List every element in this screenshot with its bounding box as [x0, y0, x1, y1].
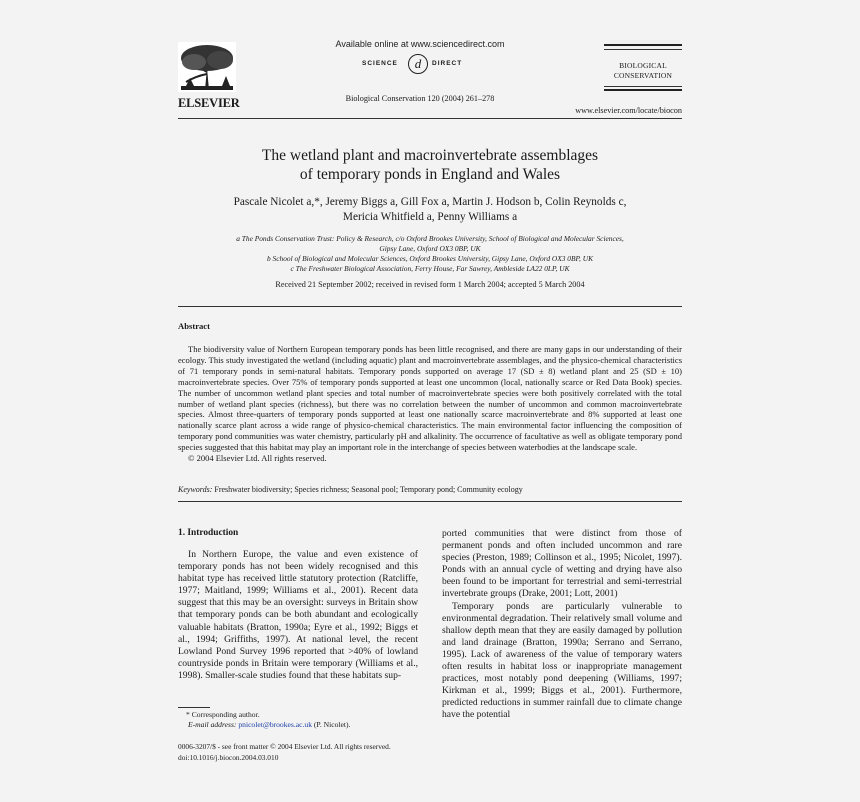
sciencedirect-left: SCIENCE	[362, 60, 398, 67]
publisher-name: ELSEVIER	[178, 96, 240, 110]
keywords-list: Freshwater biodiversity; Species richness; Seasonal pool; Temporary pond; Community ecology	[214, 485, 523, 494]
abstract-rule-bottom	[178, 501, 682, 502]
intro-paragraph-1: In Northern Europe, the value and even existence of temporary ponds has not been widely recognised and this habitat type has received little statutory protection (Ratcliffe, 1977; Maitland, 1999; Williams et al., 2001). Recent data suggest that this may be an oversight: surveys in Britain show that temporary ponds can be both abundant and ecologically valuable habitats (Bratton, 1990a; Eyre et al., 1992; Biggs et al., 1994; Griffiths, 1997). At national level, the recent Lowland Pond Survey 1996 reported that >40% of lowland countryside ponds in Britain were temporary (Williams et al., 1998). Smaller-scale studies found that these habitats sup-	[178, 549, 418, 681]
intro-paragraph-3: Temporary ponds are particularly vulnerable to environmental degradation. Their relatively small volume and shallow depth mean that they are easily damaged by pollution and land drainage (Bratton, 1990a; Serrano and Serrano, 1995). Lack of awareness of the value of temporary waters often results in habitat loss or inappropriate management practices, most notably pond deepening (Williams, 1997; Kirkman et al., 1999; Biggs et al., 2001). Furthermore, predicted reductions in summer rainfall due to climate change have the potential	[442, 600, 682, 721]
article-title	[178, 146, 682, 184]
abstract-heading: Abstract	[178, 321, 210, 331]
journal-name	[600, 61, 686, 81]
doi-line[interactable]: doi:10.1016/j.biocon.2004.03.010	[178, 752, 279, 762]
authors-line2: Mericia Whitfield a, Penny Williams a	[342, 210, 518, 223]
available-online: Available online at www.sciencedirect.com	[335, 39, 505, 49]
elsevier-tree-icon	[178, 42, 236, 92]
front-matter-line: 0006-3207/$ - see front matter © 2004 Elsevier Ltd. All rights reserved.	[178, 742, 391, 751]
email-label: E-mail address:	[188, 720, 237, 729]
email-line	[178, 720, 438, 730]
front-matter	[178, 742, 478, 763]
column-left	[178, 549, 418, 682]
abstract-body	[178, 344, 682, 464]
section-heading: 1. Introduction	[178, 528, 239, 538]
header-rule	[178, 118, 682, 119]
article-title-line2: of temporary ponds in England and Wales	[299, 166, 561, 183]
keywords	[178, 485, 682, 494]
affiliations	[178, 234, 682, 274]
affiliation-b: b School of Biological and Molecular Sciences, Oxford Brookes University, Gipsy Lane, Oxford OX3 0BP, UK	[266, 254, 594, 263]
authors-line1: Pascale Nicolet a,*, Jeremy Biggs a, Gill Fox a, Martin J. Hodson b, Colin Reynolds c,	[233, 196, 627, 208]
intro-paragraph-2: ported communities that were distinct from those of permanent ponds and often included uncommon and rare species (Preston, 1989; Collinson et al., 1995; Nicolet, 1997). Ponds with an annual cycle of wetting and drying have also been found to be important for terrestrial and semi-terrestrial invertebrate groups (Drake, 2001; Lott, 2001)	[442, 528, 682, 600]
corresponding-author: * Corresponding author.	[186, 710, 260, 719]
journal-rule-mid	[604, 49, 682, 50]
email-suffix: (P. Nicolet).	[313, 720, 351, 729]
authors	[178, 195, 682, 224]
sciencedirect-right: DIRECT	[432, 60, 463, 67]
abstract-copyright: © 2004 Elsevier Ltd. All rights reserved.	[188, 453, 327, 464]
journal-name-line1: BIOLOGICAL	[619, 61, 667, 70]
article-title-line1: The wetland plant and macroinvertebrate assemblages	[261, 147, 599, 164]
abstract-text: The biodiversity value of Northern European temporary ponds has been little recognised, and there are many gaps in our understanding of their ecology. This study investigated the wetland (including aquatic) plant and macroinvertebrate assemblages, and the physico-chemical characteristics of 71 temporary ponds in semi-natural habitats. Temporary ponds supported on average 17 (SD ± 8) wetland plant and 25 (SD ± 10) macroinvertebrate species. Over 75% of temporary ponds supported at least one uncommon (local, nationally scarce or Red Data Book) species. The number of uncommon wetland plant species and total number of macroinvertebrate species were both positively correlated with the total number of wetland plant species (richness), but there was no correlation between the number of uncommon and common macroinvertebrate species. Almost three-quarters of temporary ponds supported at least one nationally scarce macroinvertebrate and 8% supported at least one nationally scarce plant across a wide range of physico-chemical characteristics. The main environmental factor influencing the composition of temporary pond communities was water chemistry, particularly pH and alkalinity. The occurrence of facultative as well as obligate temporary pond species suggested that this habitat may play an important role in the interchange of species between waterbodies at the landscape scale.	[178, 344, 682, 453]
journal-rule-bottom	[604, 86, 682, 87]
affiliation-c: c The Freshwater Biological Association, Ferry House, Far Sawrey, Ambleside LA22 0LP, UK	[290, 264, 570, 273]
journal-rule-top	[604, 44, 682, 46]
keywords-label: Keywords:	[178, 485, 213, 494]
column-right	[442, 528, 682, 722]
elsevier-logo	[178, 42, 240, 110]
journal-url[interactable]: www.elsevier.com/locate/biocon	[575, 106, 682, 115]
affiliation-a: a The Ponds Conservation Trust: Policy & Research, c/o Oxford Brookes University, School of Biological and Molecular Sciences,	[236, 234, 624, 243]
email-link[interactable]: pnicolet@brookes.ac.uk	[238, 720, 312, 729]
footnote-rule	[178, 707, 210, 708]
sciencedirect-logo	[362, 54, 482, 76]
sciencedirect-at-icon: d	[408, 54, 428, 74]
footnotes	[178, 710, 438, 730]
journal-citation: Biological Conservation 120 (2004) 261–278	[345, 94, 495, 103]
affiliation-a-cont: Gipsy Lane, Oxford OX3 0BP, UK	[379, 244, 481, 253]
received-dates: Received 21 September 2002; received in revised form 1 March 2004; accepted 5 March 2004	[275, 280, 585, 289]
journal-rule-bottom-thick	[604, 89, 682, 91]
journal-name-line2: CONSERVATION	[613, 71, 673, 80]
abstract-rule-top	[178, 306, 682, 307]
